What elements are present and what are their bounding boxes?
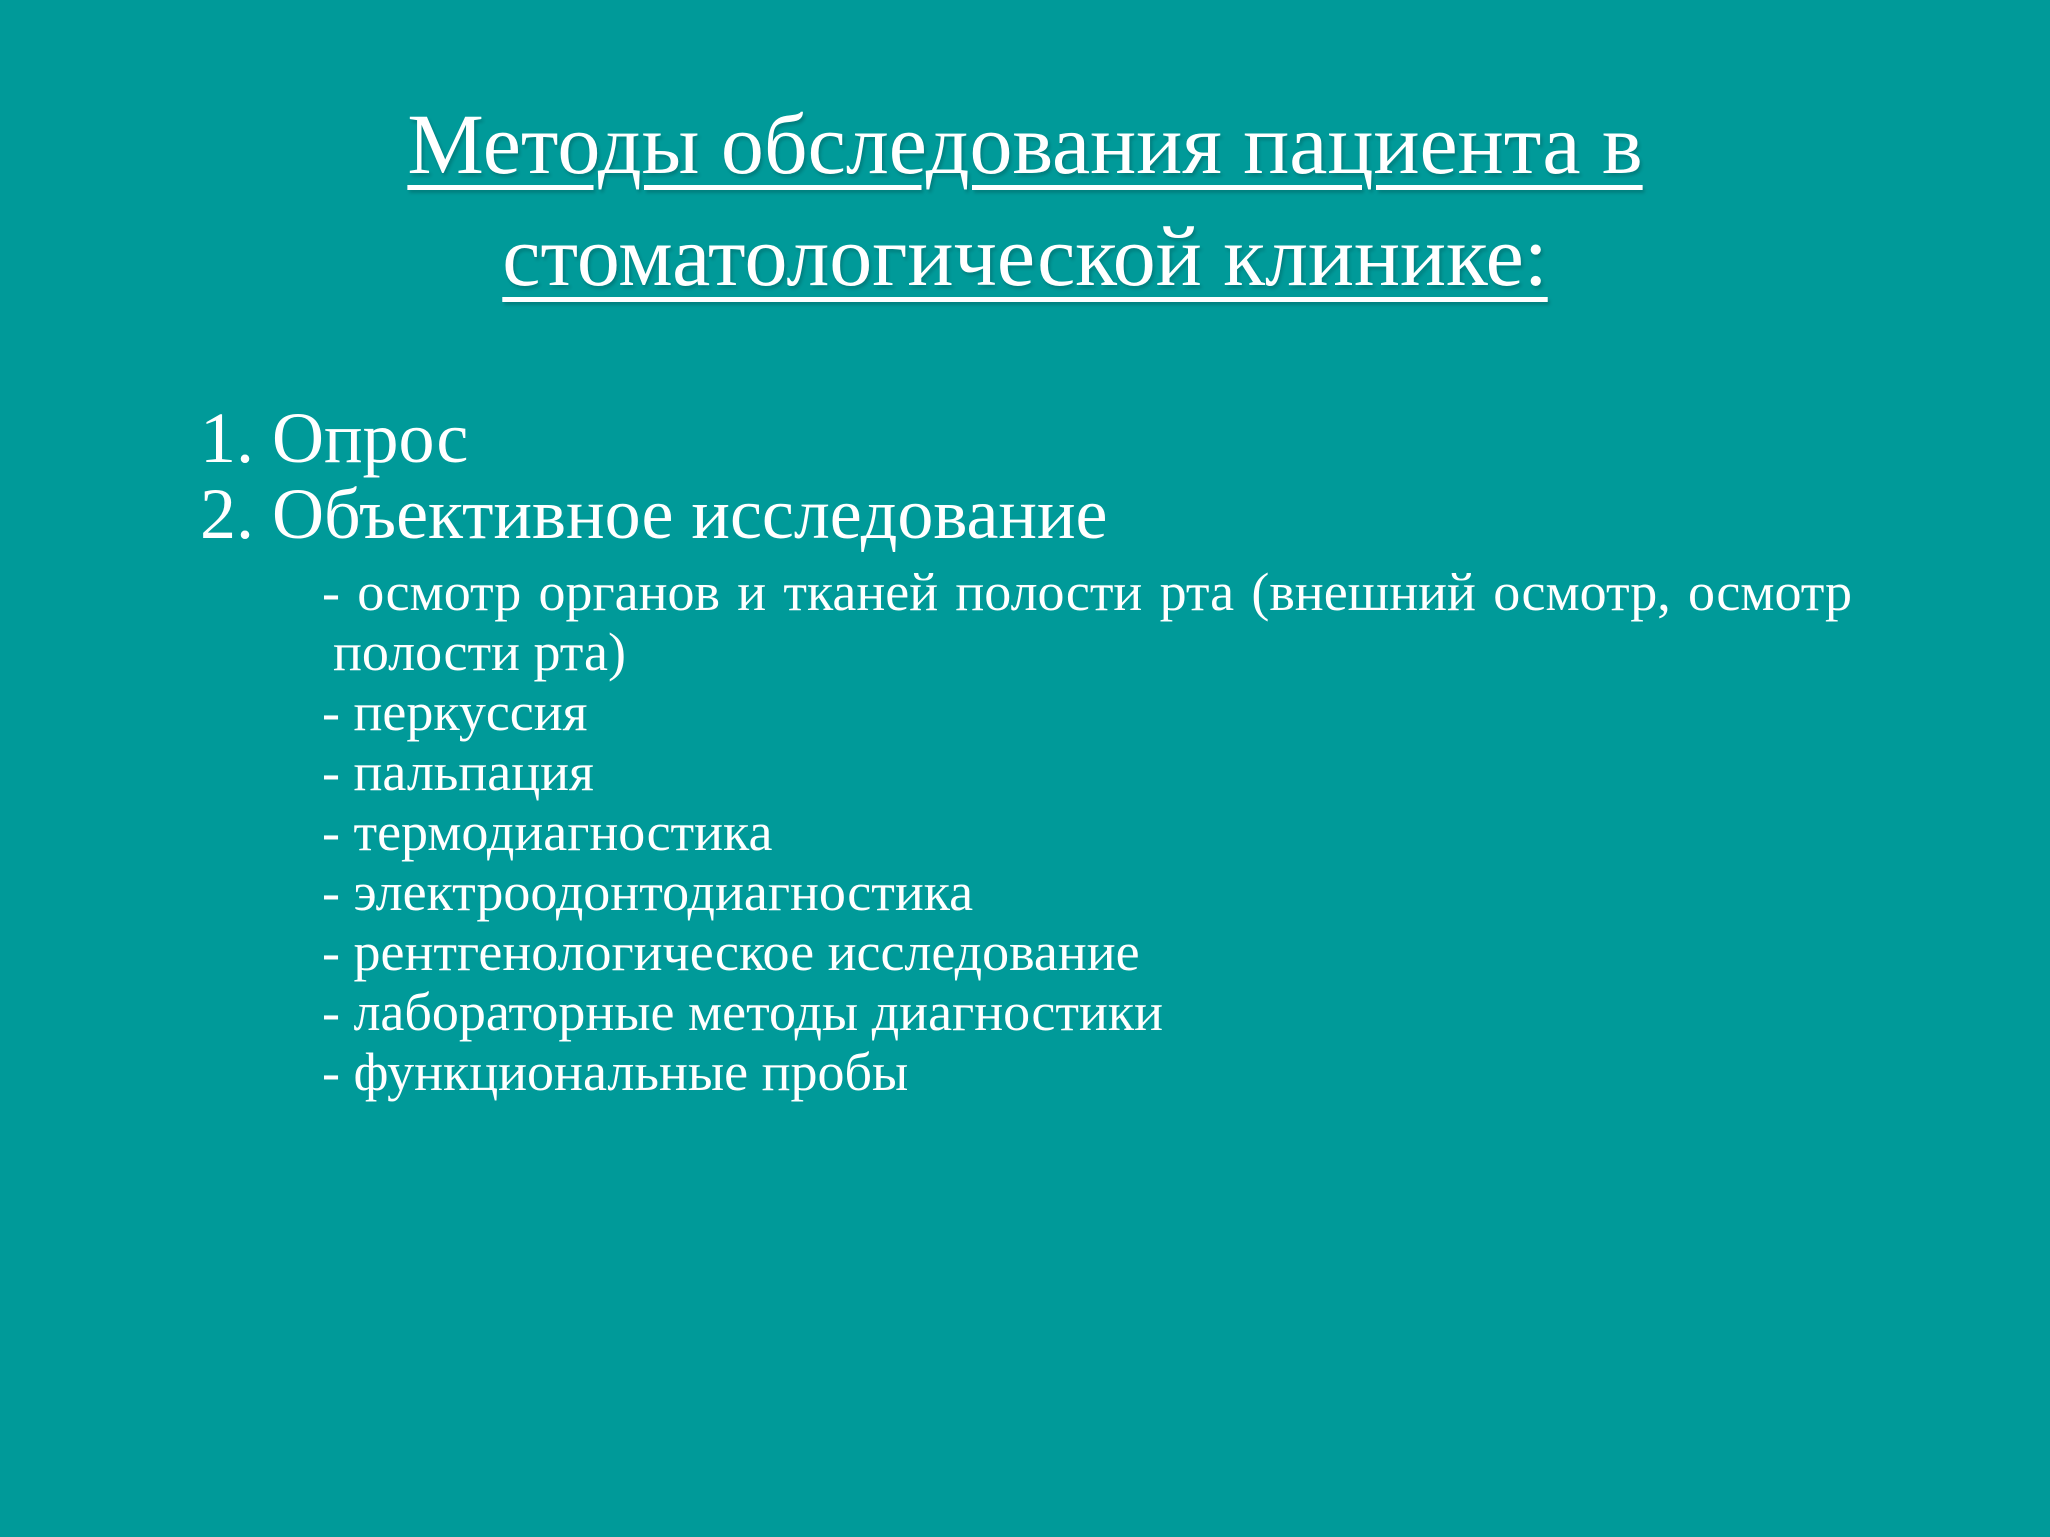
title-line-2: стоматологической клинике: — [502, 208, 1548, 304]
sub-list — [322, 562, 1852, 1102]
sub-item-functional-tests: - функциональные пробы — [322, 1042, 909, 1102]
list-item-objective-exam: 2. Объективное исследование — [200, 474, 1108, 554]
sub-item-radiology: - рентгенологическое исследование — [322, 922, 1140, 982]
slide-title — [0, 88, 2050, 312]
sub-item-oral-examination: - осмотр органов и тканей полости рта (внешний осмотр, осмотр полости рта) — [322, 562, 1852, 682]
sub-item-palpation: - пальпация — [322, 742, 594, 802]
sub-item-percussion: - перкуссия — [322, 682, 588, 742]
list-item-survey: 1. Опрос — [200, 398, 469, 478]
sub-item-thermodiagnostics: - термодиагностика — [322, 802, 773, 862]
title-line-1: Методы обследования пациента в — [407, 96, 1643, 192]
sub-item-electroodontodiagnostics: - электроодонтодиагностика — [322, 862, 974, 922]
main-list — [200, 400, 1860, 552]
sub-item-lab-methods: - лабораторные методы диагностики — [322, 982, 1164, 1042]
